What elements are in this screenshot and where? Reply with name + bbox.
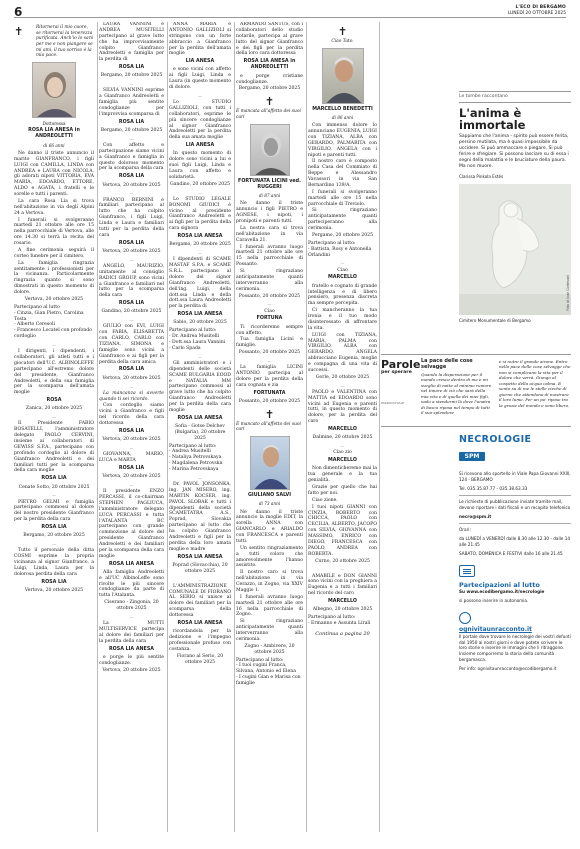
name-line: LIA ANESA [185,59,215,65]
name-line: FORTUNA [256,316,283,322]
statue-relief-icon [459,184,571,315]
date-line: Curno, 20 ottobre 2025 [315,558,370,564]
date-line: Possanto, 20 ottobre 2025 [238,398,301,404]
cross-icon: ✝ [264,95,275,109]
paragraph: PIETRO GELMI e famiglia partecipano commossi al dolore del nostro presidente Gianfranco per la perdita della cara [14,499,94,523]
paragraph: Con affetto e partecipazione siamo vicini a Gianfranco e famiglia in questo doloroso momento per la scomparsa della cara [99,142,164,172]
masthead [508,5,566,16]
name-line: ROSA LIA ANESA [177,415,223,421]
partecipazioni-text: si possono inserire in autonomia. [459,597,529,603]
divider: — [52,342,56,348]
date-line: Possanto, 20 ottobre 2025 [238,350,301,356]
paragraph: Si ringraziano anticipatamente quanti interverranno alla cerimonia. [236,269,303,292]
paragraph: Si ringraziano anticipatamente quanti interverranno alla cerimonia. [236,619,303,642]
participant: - I cugini Gian e Marisa con famiglie [236,675,301,687]
paragraph: Non dimenticheremo mai la tua generale e la tua genialità. [308,466,377,484]
paragraph: I funerali si svolgeranno martedì 21 ottobre alle ore 15 nella parrocchiale di Vertova, alle ore 14.30 si terrà la recita del rosario. [14,217,94,247]
date-line: Bergamo, 20 ottobre 2025 [100,127,163,133]
name-line: ROSA LIA [41,525,67,531]
person-silhouette-icon [251,437,290,490]
name-line: ROSA LIA [118,301,145,307]
spm-brand [459,452,571,461]
date-line: Sofia - Gotse Delchev (Bulgaria), 20 ottobre 2025 [174,423,226,441]
divider: — [198,576,202,582]
parole-poem-part-1 [421,359,493,416]
paragraph: Un sentito ringraziamento a tutti coloro che amorevolmente l'hanno assistito. [236,545,303,569]
quote: È mancata all'affetto dei suoi cari [236,109,301,120]
divider: — [129,317,134,323]
name-line: MARCELLO [328,427,357,433]
paragraph: PAOLO e VALENTINA con MATTIA ed EDOARDO sono vicini ad Eugenia e parenti tutti, in questo momento di dolore, per la perdita del caro [308,389,377,425]
age: di 73 anni [258,501,281,507]
name-line: ROSA LIA ANESA [177,312,223,318]
parole-footnote: PARROCCHIALE [381,401,405,406]
name-line: ROSA LIA [41,579,67,585]
date-line: Sabio, 20 ottobre 2025 [173,320,227,326]
paragraph: Il Presidente FABIO BOSATELLI, l'amministratore delegato PAOLO CERVINI, insieme ai collaboratori di GEWISS S.P.A., partecipano con profondo cordoglio al dolore di Gianfranco Andreoletti e dei familiari tutti per la scomparsa della cara moglie [14,421,94,474]
paragraph: Con cordoglio siamo vicini a Gianfranco e figli nel ricordo della cara dottoressa [99,403,164,427]
hours-weekdays: da LUNEDÌ a VENERDÌ dalle 8.30 alle 12.30 - dalle 14 alle 21.45 [459,535,571,547]
name-line: ROSA LIA ANESA [177,234,223,240]
hours-label: Orari: [459,526,471,532]
cross-icon: ✝ [337,25,348,38]
date-line: Zanica, 20 ottobre 2025 [25,406,83,412]
portrait-photo [250,436,290,490]
name-line: MARCELLO [328,458,357,464]
participant: - Carlo Spada [169,345,201,351]
paragraph: GIOVANNA, MARIO, LUCA e MARTA [99,452,164,464]
section-label: Le tombe raccontano [459,91,571,103]
chat-icon [459,565,475,577]
paragraph: GIULIO con EVI, LUIGI con FABIA, ELISABETTA con CARLO, CARLO con TIZIANA, SIMONA e famiglie sono vicini a Gianfranco e ai figli per la perdita della cara amica [99,324,164,365]
obituary-column-4 [236,22,303,687]
date-line: Dalmine, 20 ottobre 2025 [312,435,373,441]
age: di 87 anni [258,193,281,199]
date-line: Fiorano al Serio, 20 ottobre 2025 [176,653,224,665]
divider: — [198,189,202,195]
office-address: Si ricevono allo sportello in Viale Papa Giovanni XXIII, 124 - BERGAMO [459,471,571,483]
paragraph: ARMANDO SANTUS, con i collaboratori dello studio notarile, partecipa al grave lutto del signor Gianfranco e dei figli per la perdita della loro cara dottoressa [236,22,303,57]
paragraph: Si ringraziano anticipatamente quanti parteciperanno alla cerimonia. [308,208,377,232]
paragraph: I funerali si svolgeranno martedì alle ore 15 nella parrocchiale di Treviolo. [308,189,377,207]
paragraph: La cara Rosa Lia si trova nell'abitazione in via degli Alpini 24 a Vertova. [14,198,94,216]
paragraph: LAURA VANNINI e ANDREA MUSITELLI partecipano al grave lutto che ha improvvisamente colpito Gianfranco Andreoletti e famiglia per la perdita di [99,22,164,63]
paragraph: SILVIA VANNINI esprime a Gianfranco Andreoletti e famiglia più sentite condoglianze per l'improvvisa scomparsa di [99,88,164,117]
deceased-name: GIULIANO SALVI [248,493,291,498]
name-line: ROSA LIA [118,65,145,71]
poem-text-continued: e si nutre il grande airone. Entro nella pace delle cose selvagge che non si complicano la vita per il dolore che verrà. Giungo al cospetto della acqua calma. E sento su di me le stelle cieche di giorno che attendono di mostrare il loro lume. Per un po' riposo tra la grazie del mondo e sono libero. [499,359,571,408]
divider: — [340,260,345,266]
divider: — [198,92,202,98]
participant: - Dr. Andrea Musitelli [169,334,220,340]
column-rule [97,22,98,832]
poem-text: Quando la disperazione per il mondo cresce dentro di me e mi sveglio di notte al minimo rumore nel timore di ciò che sarà della mia vita e di quella dei miei figli, vado a stendermi là dove l'anatra di bosco riposa nel tempo di tutti il suo splendore [421,372,492,416]
paragraph: Ne danno il triste annuncio il marito GIANFRANCO, i figli LUIGI con CAMILLA, LINDA con ANDREA e LAURA con NICOLA, gli adorati nipoti VITTORIA, EVA MARIA, EDOARDO, ETTORE, ALDO e AGATA, i fratelli e le sorelle e tutti i parenti. [14,150,94,198]
date-line: Vertova, 20 ottobre 2025 [102,182,161,188]
person-silhouette-icon [251,125,290,176]
paper-name: L'ECO DI BERGAMO [515,5,566,10]
paragraph: Dr. PAVOL JONSONKA, ing. JAN MISERO, ing. MARTIN KOCSER, ing. PAVOL SLOBAK e tutti i dipendenti della società SCAMETATRA A.S., Poprad, Slovakia partecipano al lutto che ha colpito Gianfranco Andreoletti e figli per la perdita della loro amata moglie e madre [169,482,231,552]
date-line: Vertova, 20 ottobre 2025 [102,248,161,254]
name-line: MARCELLO [328,599,357,604]
participants-title: Partecipano al lutto [14,304,60,310]
name-line: ROSA LIA [118,367,145,373]
name-line: ROSA LIA [118,119,145,125]
divider: — [129,613,134,619]
paragraph: I funerali avranno luogo martedì 21 ottobre alle ore 16 nella parrocchiale di Zogno. [236,594,303,618]
name-line: ROSA LIA [118,428,145,434]
participant: - Dott.ssa Laura Vannini [169,340,226,346]
paragraph: Ne danno il triste annuncio la moglie EDIT, la sorella ANNA con GIANCARLO e ARIALDO con FRANCESCA e parenti tutti. [236,509,303,544]
salutation: Ciao [264,308,275,314]
column-rule [379,22,380,832]
column-rule [306,22,307,832]
date-line: Vertova, 20 ottobre 2025 [102,437,161,443]
date-line: Bergamo, 20 ottobre 2025 [169,242,231,248]
date-line: Gorle, 20 ottobre 2025 [315,374,370,380]
paragraph: Ti ricorderemo sempre con affetto. [236,324,303,336]
parole-title-sub: per sperare [381,370,412,375]
article-byline: Clarissa Pinkola Estés [459,174,504,180]
paragraph: Tua famiglia Licini e famiglie. [236,337,303,349]
ognivita-contact: Per info: ognivitaunracconto@ecodibergamo.it [459,666,557,672]
participants-title: Partecipano al lutto: [169,443,217,449]
page-number: 6 [14,5,23,19]
divider: — [52,414,56,420]
divider: — [129,81,134,87]
paragraph: I dipendenti di SCAME MASTAF S.P.A. e SCAME S.R.L. partecipano al dolore del signor Gianfranco Andreoletti, dell'ing. Luigi, della dott.ssa Linda e della dott.ssa Laura Andreoletti per la perdita di [169,257,231,310]
paragraph: ANGELO, MAURIZIO, unitamente al consiglio RADICI GROUP, sono vicini a Gianfranco e familiari nel lutto per la scomparsa della cara [99,263,164,299]
issue-date: LUNEDÌ 20 OTTOBRE 2025 [507,10,566,16]
cemetery-photo [459,184,571,315]
date-line: Gandino, 20 ottobre 2025 [101,309,162,315]
divider [459,495,571,496]
participant: - Alberto Ceresoli [14,322,55,328]
participant: - Andrea Musitelli [169,449,211,455]
date-line: Possanto, 20 ottobre 2025 [238,293,301,299]
spm-logo: SPM [459,452,485,461]
paragraph: Gli amministratori e i dipendenti delle società SCAME BULGARIA EOOD e NATALIA MM partecipano commossi al grave lutto che ha colpito Gianfranco Andreoletti per la perdita della cara moglie [169,360,231,413]
participant: - Magdalena Petrovska [169,461,223,467]
date-line: Zogno - Ambivere, 20 ottobre 2025 [244,643,295,655]
office-phone: Tel. 035.35.87.77 - 035.38.63.33 [459,486,528,492]
divider: — [52,492,56,498]
partecipazioni-heading: Partecipazioni al lutto [459,580,540,589]
paragraph: FRANCO BERNINI e familiari partecipano al lutto che ha colpito Gianfranco, i figli Luigi, Linda e Laura e familiari tutti per la perdita della cara [99,197,164,238]
paragraph: A fine cerimonia seguirà il corteo funebre per il cimitero. [14,247,94,259]
date-line: Vertova, 20 ottobre 2025 [102,375,161,381]
date-line: Vertova, 20 ottobre 2025 [102,474,161,480]
participant: - Ermanno e Assunta Lirali [308,620,371,626]
email-link[interactable]: necro@spm.it [459,513,492,519]
participants-title: Partecipano al lutto: [169,328,217,334]
obituary-column-1 [14,22,94,596]
globe-icon [459,612,471,624]
obituary-column-3 [169,22,231,667]
paragraph: fratello e cognato di grande intelligenza e di libero pensiero, presenza discreta ma sempre percepita. [308,283,377,307]
paragraph: Il presidente ENZO PERCASSI, il co-chairman STEPHEN PAGLIUCA, l'amministratore delegato LUCA PERCASSI e tutta l'ATALANTA BC partecipano con grande commozione al dolore del presidente Gianfranco Andreoletti e dei familiari per la scomparsa della cara moglie [99,489,164,559]
name-line: ROSA LIA [41,476,67,482]
divider [459,523,571,524]
paragraph: L'AMMINISTRAZIONE COMUNALE DI FIORANO AL SERIO si unisce al dolore dei familiari per la scomparsa della dottoressa [169,583,231,619]
paragraph: Alla famiglia Andreoletti e all'UC AlbinoLeffe sono rivolte le più sincere condoglianze da parte di tutta l'Atalanta. [99,569,164,599]
name-line: ROSA LIA ANESA in ANDREOLETTI [243,59,296,71]
participant: - Francesco Locatel con profondo cordoglio [14,328,92,340]
parole-title [381,359,419,406]
date-line: Poprad (Slovacchia), 20 ottobre 2025 [172,562,228,574]
name-line: ROSA LIA ANESA [108,561,154,567]
date-line: Albegno, 20 ottobre 2025 [312,607,373,613]
date-line: Ciserano - Zingonia, 20 ottobre 2025 [104,600,159,612]
hours-weekend: SABATO, DOMENICA E FESTIVI dalle 16 alle 21.45 [459,550,563,556]
paragraph: LUIGI con TIZIANA, MARIA, PALMA con VIRGILIO, ALBA con GERARDO, ANGELA abbracciano Eugenia, moglie e compagna di una vita di successi. [308,332,377,373]
necrologie-info [459,434,571,675]
column-rule [167,22,168,832]
paragraph: Lo STUDIO GALLIZIOLI, con tutti i collaboratori, esprime le più sincere condoglianze al signor Gianfranco Andreoletti per la perdita della sua amata moglie [169,100,231,141]
salutation: Ciao [337,267,348,273]
divider: — [267,358,272,364]
name-line: FORTUNATA [253,390,286,396]
name-line: LIA ANESA [185,143,215,149]
divider: — [129,482,134,488]
name-line: ROSA LIA ANESA [177,620,223,626]
page-header [14,4,566,18]
participants-title: Partecipano al lutto: [236,657,284,663]
date-line: Bergamo, 20 ottobre 2025 [238,86,301,92]
continued-link[interactable]: Continua a pagina 20 [315,630,370,637]
divider: — [129,256,134,262]
paragraph: e porge le più sentite condoglianze. [99,654,164,666]
salutation: Ciao zio [333,450,352,456]
paragraph: La MUTTI MULTISERVICE partecipa al dolore dei familiari per la perdita della cara [99,621,164,644]
paragraph: La famiglia ringrazia sentitamente i professionisti per la vicinanza. Particolarmente ringrazia quanto si sono dimostrati in questo momento di dolore. [14,260,94,296]
paragraph: Il nostro caro si trova nell'abitazione in via Cerazzo, in Zogno, via XXIV Maggio 1. [236,570,303,593]
divider: — [340,382,345,388]
name-line: ROSA LIA ANESA [177,554,223,560]
paragraph: ricordandola per la dedizione e l'impegno professionale profuso con costanza. [169,629,231,652]
cross-icon: ✝ [264,407,275,421]
divider: — [198,474,202,480]
portrait-photo [250,124,290,176]
person-silhouette-icon [33,63,76,118]
column-rule [234,22,235,832]
participants-title: Partecipano al lutto: [308,240,356,246]
paragraph: e sono vicini con affetto ai figli Luigi, Linda e Laura (in questo momento di dolore. [169,67,231,91]
obituary-column-5 [308,22,377,637]
necrologie-title: NECROLOGIE [459,434,532,445]
divider: — [340,566,345,572]
divider: — [198,250,202,256]
date-line: Bergamo, 20 ottobre 2025 [23,533,85,539]
divider: — [129,135,134,141]
divider: — [340,443,345,449]
age: di 66 anni [43,142,65,148]
name-line: ROSA LIA [118,240,145,246]
parole-title-main: Parole [381,358,421,371]
quote: Ritornerai il mio cuore, se ritornerai la tenerezza purificata. Anch'io lo sarò per me e non piangere se mi ami, il tuo sorriso è la mia pace. [36,25,94,59]
divider: — [129,190,134,196]
paragraph: La nostra cara si trova nell'abitazione in via Caravella 21. [236,225,303,243]
necrologie-link[interactable]: Su www.ecodibergamo.it/necrologie [459,589,545,594]
deceased-name: FORTUNATA LICINI ved. RUGGERI [238,178,301,190]
date-line: Pergamo, 20 ottobre 2025 [311,232,374,238]
obituary-column-2 [99,22,164,675]
paragraph: In questo momento di dolore sono vicini a lui e suoi figli Luigi, Linda e Laura con affetto e solidarietà. [169,151,231,180]
deceased-name: ROSA LIA ANESA in ANDREOLETTI [28,128,80,140]
paragraph: Lo STUDIO LEGALE BONOMI GIUDICI è vicino al presidente Gianfranco Andreoletti e ai figli per la perdita della cara signora [169,196,231,232]
participant: - Marina Petrovskaya [169,467,219,473]
paragraph: Tutto il personale della ditta COSMI esprime la propria vicinanza al signor Gianfranco, a Luigi, Linda, Laura per la dolorosa perdita della cara [14,548,94,577]
paragraph: e porge cristiane condoglianze. [236,73,303,85]
paragraph: AMABILE e DON GIANNI sono vicini con la preghiera a Eugenia e a tutti i familiari nel ricordo del caro [308,573,377,597]
parole-per-sperare-box [381,354,571,427]
date-line: Vertova, 20 ottobre 2025 [102,667,161,673]
name-line: ROSA LIA [118,174,145,180]
portrait-photo [322,48,364,104]
name-line: MARCELLO [328,275,357,281]
poem-title: La pace delle cose selvagge [421,358,473,370]
article-intro: Sappiamo che l'anima - spirito può essere ferita, persino mutilata, ma è quasi impossibile da uccidere. Si può ammaccare e piegare. Si può ferire e sfregiare. Si possono lasciare su di essa i segni della malattia e le bruciature della paura. Ma non muore. [459,134,569,170]
paragraph: I dirigenti, i dipendenti, i collaboratori, gli atleti tutti e i giocatori dell'U.C. ALBINOLEFFE partecipano all'estremo dolore del presidente, Gianfranco Andreoletti, e della sua famiglia per la scomparsa dell'amata moglie [14,349,94,396]
paragraph: I funerali avranno luogo martedì 21 ottobre alle ore 15 nella parrocchiale di Possanto. [236,244,303,268]
divider: — [129,445,134,451]
quote: È mancato all'affetto dei suoi cari [236,421,301,433]
name-line: ROSA [46,398,62,404]
quote: Ciao Tato. [331,39,354,44]
date-line: Vertova, 20 ottobre 2025 [24,587,84,593]
paragraph: Ne danno il triste annuncio i figli PIETRO e AGNESE, i nipoti, i pronipoti e parenti tutti. [236,201,303,225]
article-headline: L'anima è immortale [459,105,526,132]
deceased-name: MARCELLO BENEDETTI [312,106,373,112]
cross-icon: ✝ [14,25,24,38]
paragraph: La mancanza si avverte quando ti sei ricordo. [99,390,164,402]
paragraph: Ciao zione. [312,497,338,503]
date-line: Bergamo, 20 ottobre 2025 [100,73,163,79]
divider: — [52,541,56,547]
paragraph: Ci mancheranno la tua ironia e il tuo modo disinteressato di affrontare la vita. [308,308,377,331]
title: Dottoressa [42,120,66,126]
divider: — [129,383,134,389]
paragraph: La famiglia LICINI ANTONIO partecipa al dolore per la perdita della cara cognata e zia [236,365,303,388]
name-line: ROSA LIA ANESA [108,646,154,652]
ognivita-link[interactable]: ognivitaunracconto.it [459,625,532,633]
participants-title: Partecipano al lutto: [308,615,356,621]
date-line: Vertova, 20 ottobre 2025 [24,296,84,302]
divider: — [198,353,202,359]
email-instructions: Le richieste di pubblicazione inviate tramite mail, devono riportare i dati fiscali e un recapito telefonico [459,499,571,510]
photo-credit: Foto di Ivan Cortesani [565,274,570,311]
age: di 86 anni [331,114,354,120]
paragraph: Con immenso dolore lo annunciano EUGENIA, LUIGI con TIZIANA, ALBA con GERARDO, PALMARITA con VIRGILIO, ANGELA con i nipoti e parenti tutti. [308,123,377,158]
participant: - Battista, Rosy e Antonella Orlandini [308,246,372,258]
participant: - I tuoi cugini Franca, Silvana, Antonio ed Elena [236,663,296,675]
portrait-photo [32,62,76,118]
divider: — [267,301,272,307]
date-line: Gandino, 20 ottobre 2025 [170,181,230,187]
paragraph: I tuoi nipoti GIANNI con CINZIA, ROBERTO con CHICCA, PAOLO con CECILIA, ALBERTO, JACOPO con SILVIA, GIOVANNA con MASSIMO, ENRICO con DIEGO, FRANCESCA con PAOLO, ANDREA con ROBERTA. [308,504,377,557]
person-silhouette-icon [323,49,364,104]
ognivita-description: Il portale dove trovare le necrologie dei vostri defunti dal 1950 ai nostri giorni e dove potete scrivere le loro storie e inserire le immagini che li ritraggono. Insieme comporremo la storia della comunità bergamasca. [459,633,571,663]
paragraph: ANNA MARIA e ANTONIO GALLIZIOLI si stringono con un forte abbraccio a Gianfranco per la perdita dell'amata moglie [169,22,231,57]
name-line: ROSA LIA [118,465,145,471]
participant: - Cinzia, Gian Pietro, Carolina Tosta [14,310,84,322]
paragraph: Il nostro caro è composto nella Casa del Commiato di Beppe e Alessandro Vavassori in via San Bernardino 139/A. [308,159,377,188]
participant: - Nataliya Petrovskaya [169,455,222,461]
paragraph: Grazie per quello che hai fatto per noi. [308,485,377,496]
date-line: Cenate Sotto, 20 ottobre 2025 [18,484,90,490]
feature-article [459,22,571,323]
photo-caption: Cimitero Monumentale di Bergamo [459,317,531,323]
